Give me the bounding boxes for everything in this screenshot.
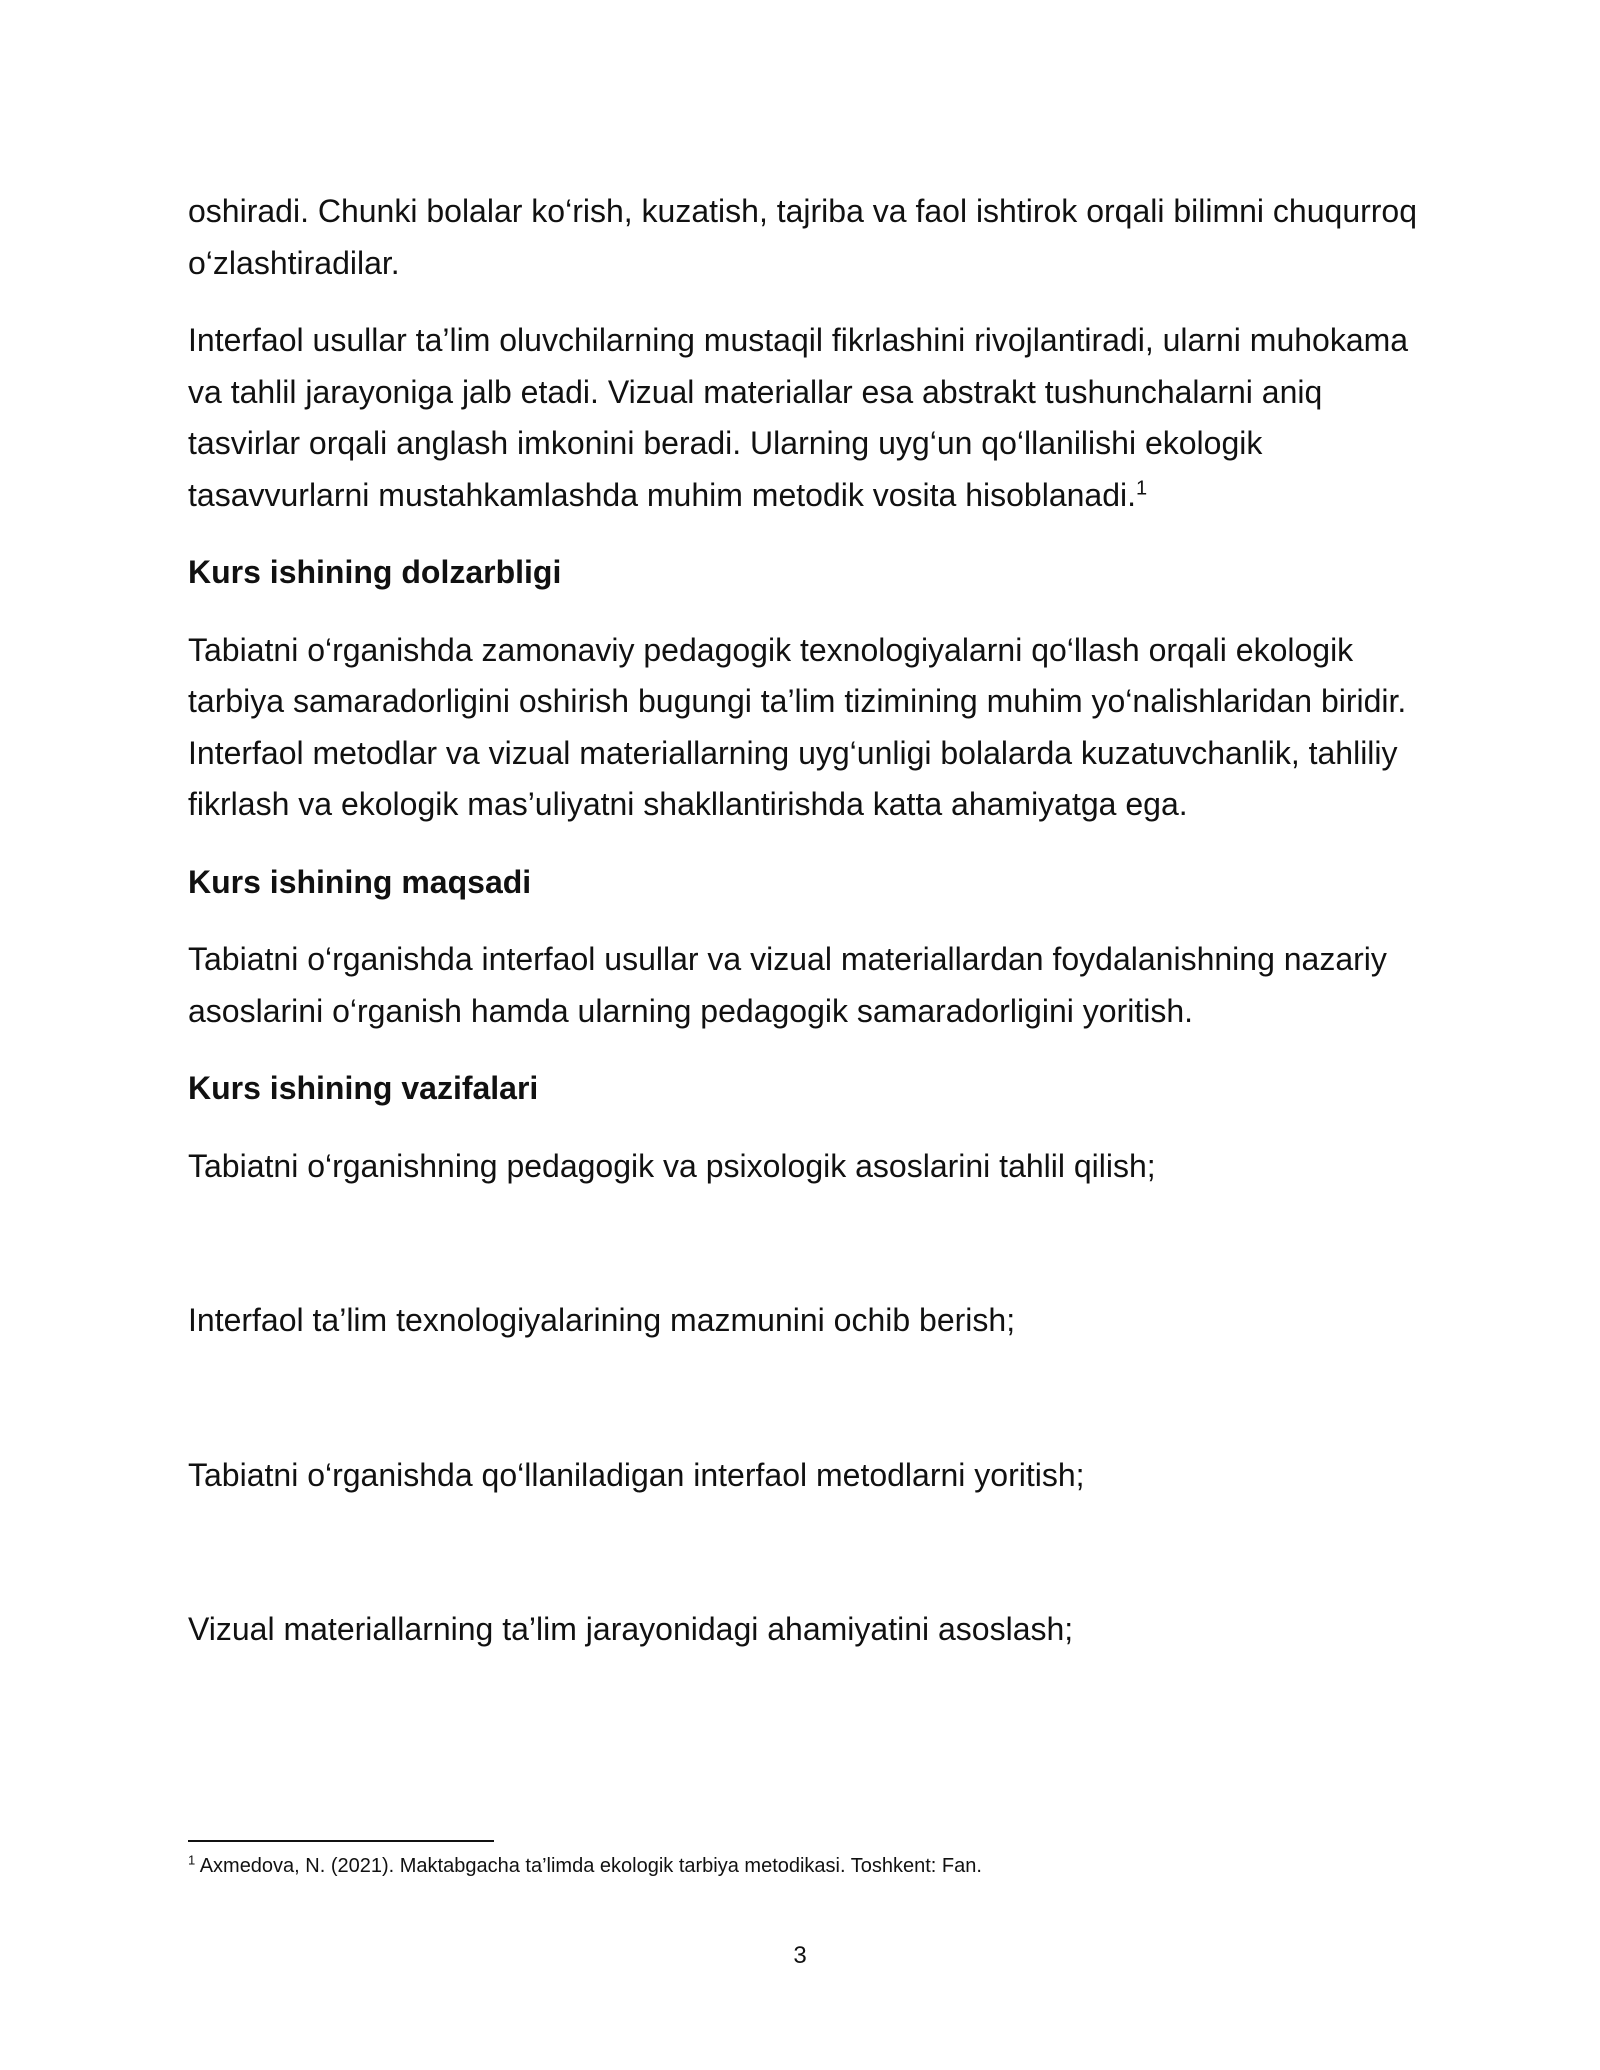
- footnote: [188, 1852, 982, 1880]
- footnote-marker: 1: [188, 1852, 196, 1868]
- page-number: 3: [793, 1942, 807, 1969]
- task-item: Interfaol ta’lim texnologiyalarining mazmunini ochib berish;: [188, 1302, 1016, 1338]
- paragraph-relevance: Tabiatni o‘rganishda zamonaviy pedagogik texnologiyalarni qo‘llash orqali ekologik tarbiya samaradorligini oshirish bugungi ta’lim tizimining muhim yo‘nalishlaridan biridir. Interfaol metodlar va vizual materiallarning uyg‘unligi bolalarda kuzatuvchanlik, tahliliy fikrlash va ekologik mas’uliyatni shakllantirishda katta ahamiyatga ega.: [188, 631, 1407, 822]
- paragraph-intro-continuation: oshiradi. Chunki bolalar ko‘rish, kuzatish, tajriba va faol ishtirok orqali bilimni chuqurroq o‘zlashtiradilar.: [188, 193, 1418, 281]
- heading-relevance: Kurs ishining dolzarbligi: [188, 554, 562, 590]
- paragraph-purpose: Tabiatni o‘rganishda interfaol usullar va vizual materiallardan foydalanishning nazariy asoslarini o‘rganish hamda ularning pedagogik samaradorligini yoritish.: [188, 941, 1387, 1029]
- task-list: [188, 1141, 1418, 1656]
- footnote-reference[interactable]: 1: [1136, 476, 1148, 499]
- footnote-separator: [188, 1840, 494, 1842]
- task-item: Vizual materiallarning ta’lim jarayonidagi ahamiyatini asoslash;: [188, 1611, 1074, 1647]
- heading-tasks: Kurs ishining vazifalari: [188, 1070, 539, 1106]
- heading-purpose: Kurs ishining maqsadi: [188, 863, 532, 900]
- task-item: Tabiatni o‘rganishning pedagogik va psixologik asoslarini tahlil qilish;: [188, 1147, 1156, 1184]
- footnote-text: Axmedova, N. (2021). Maktabgacha ta’limda ekologik tarbiya metodikasi. Toshkent: Fan.: [199, 1855, 982, 1877]
- paragraph-interactive-methods-text: Interfaol usullar ta’lim oluvchilarning mustaqil fikrlashini rivojlantiradi, ularni muhokama va tahlil jarayoniga jalb etadi. Vizual materiallar esa abstrakt tushunchalarni aniq tasvirlar orqali anglash imkonini beradi. Ularning uyg‘un qo‘llanilishi ekologik tasavvurlarni mustahkamlashda muhim metodik vosita hisoblanadi.: [188, 322, 1409, 513]
- paragraph-interactive-methods: [188, 315, 1418, 521]
- task-item: Tabiatni o‘rganishda qo‘llaniladigan interfaol metodlarni yoritish;: [188, 1456, 1085, 1493]
- page-body: [188, 186, 1418, 1656]
